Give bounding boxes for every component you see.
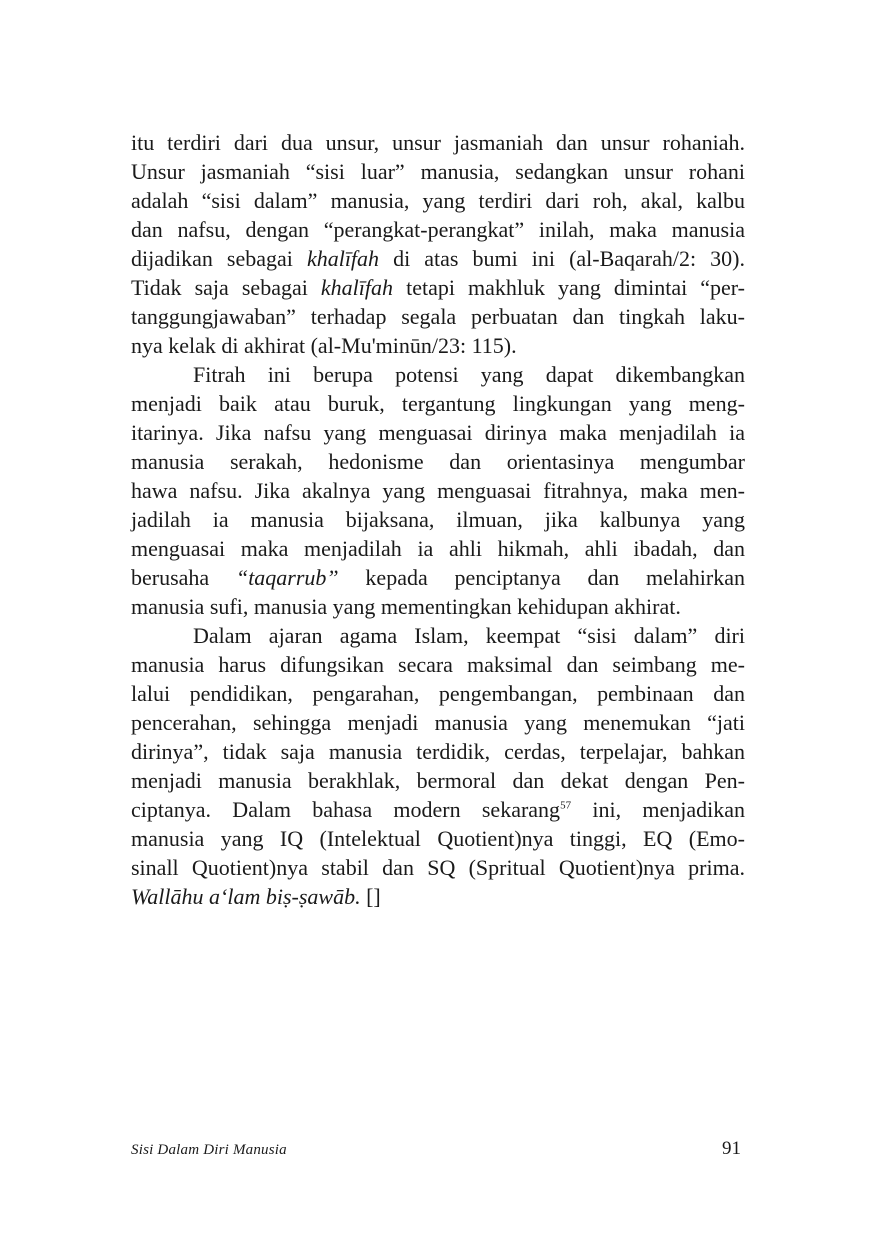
text-line: menjadi manusia berakhlak, bermoral dan dekat dengan Pen- xyxy=(131,768,745,793)
text-line: menguasai maka menjadilah ia ahli hikmah, ahli ibadah, dan xyxy=(131,536,745,561)
paragraph-3 xyxy=(131,621,745,911)
text-line: manusia harus difungsikan secara maksimal dan seimbang me- xyxy=(131,652,745,677)
text-line: jadilah ia manusia bijaksana, ilmuan, jika kalbunya yang xyxy=(131,507,745,532)
paragraph-2 xyxy=(131,360,745,621)
footnote-marker[interactable]: 57 xyxy=(560,799,572,812)
text-line: manusia serakah, hedonisme dan orientasinya mengumbar xyxy=(131,449,745,474)
italic-term: “taqarrub” xyxy=(235,565,339,590)
text-line: manusia sufi, manusia yang mementingkan kehidupan akhirat. xyxy=(131,594,681,619)
text-line: sinall Quotient)nya stabil dan SQ (Spritual Quotient)nya prima. xyxy=(131,855,745,880)
paragraph-1 xyxy=(131,128,745,360)
text-line: Wallāhu a‘lam biṣ-ṣawāb. [] xyxy=(131,884,381,909)
text-line: tanggungjawaban” terhadap segala perbuatan dan tingkah laku- xyxy=(131,304,745,329)
text-line: berusaha “taqarrub” kepada penciptanya dan melahirkan xyxy=(131,565,745,590)
text-line: dijadikan sebagai khalīfah di atas bumi ini (al-Baqarah/2: 30). xyxy=(131,246,745,271)
text-line: nya kelak di akhirat (al-Mu'minūn/23: 115). xyxy=(131,333,517,358)
italic-closing-phrase: Wallāhu a‘lam biṣ-ṣawāb. xyxy=(131,884,361,909)
text-line: itu terdiri dari dua unsur, unsur jasmaniah dan unsur rohaniah. xyxy=(131,130,745,155)
running-title: Sisi Dalam Diri Manusia xyxy=(131,1142,287,1158)
text-line: itarinya. Jika nafsu yang menguasai dirinya maka menjadilah ia xyxy=(131,420,745,445)
page-footer xyxy=(131,1140,741,1166)
text-line: ciptanya. Dalam bahasa modern sekarang$^{57}$ ini, menjadikan xyxy=(131,797,745,822)
italic-term: khalīfah xyxy=(320,275,394,300)
page-number: 91 xyxy=(722,1138,741,1159)
text-line: menjadi baik atau buruk, tergantung lingkungan yang meng- xyxy=(131,391,745,416)
text-line: manusia yang IQ (Intelektual Quotient)nya tinggi, EQ (Emo- xyxy=(131,826,745,851)
text-line: Tidak saja sebagai khalīfah tetapi makhluk yang dimintai “per- xyxy=(131,275,746,300)
page-body xyxy=(131,128,745,911)
text-line: dan nafsu, dengan “perangkat-perangkat” inilah, maka manusia xyxy=(131,217,745,242)
text-line: Unsur jasmaniah “sisi luar” manusia, sedangkan unsur rohani xyxy=(131,159,745,184)
text-line: hawa nafsu. Jika akalnya yang menguasai fitrahnya, maka men- xyxy=(131,478,745,503)
text-line: Dalam ajaran agama Islam, keempat “sisi dalam” diri xyxy=(193,623,745,648)
text-line: Fitrah ini berupa potensi yang dapat dikembangkan xyxy=(193,362,745,387)
text-line: dirinya”, tidak saja manusia terdidik, cerdas, terpelajar, bahkan xyxy=(131,739,745,764)
text-line: lalui pendidikan, pengarahan, pengembangan, pembinaan dan xyxy=(131,681,745,706)
text-line: adalah “sisi dalam” manusia, yang terdiri dari roh, akal, kalbu xyxy=(131,188,745,213)
text-line: pencerahan, sehingga menjadi manusia yang menemukan “jati xyxy=(131,710,745,735)
italic-term: khalīfah xyxy=(306,246,380,271)
